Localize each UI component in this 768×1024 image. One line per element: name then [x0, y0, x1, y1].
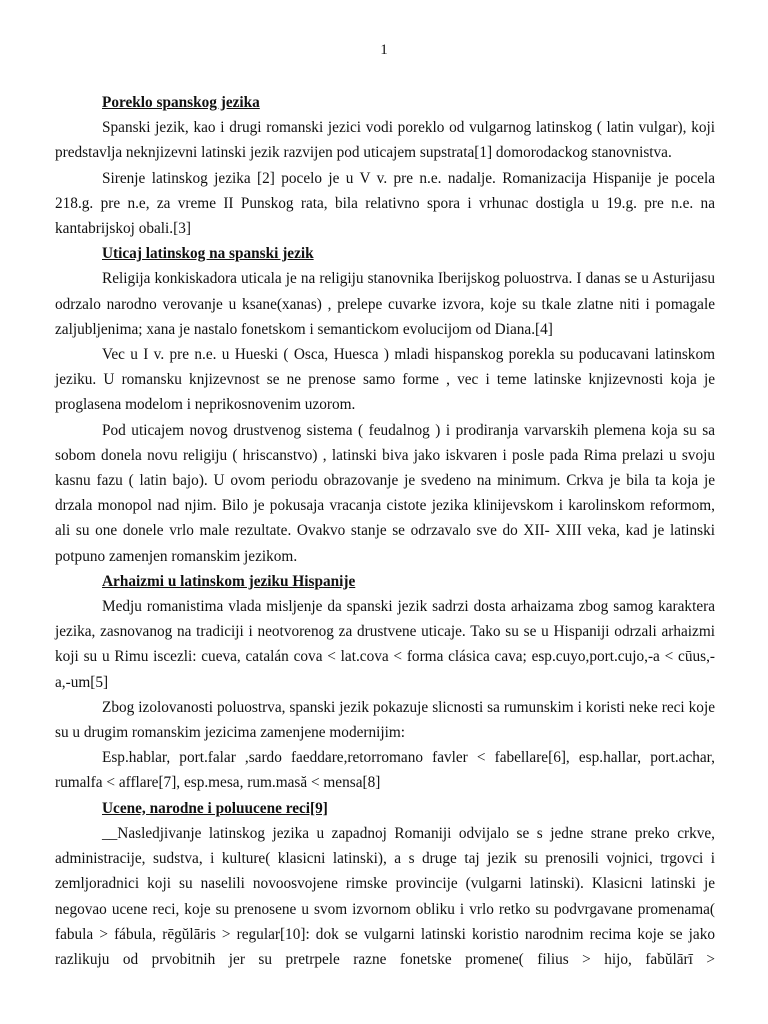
section-heading-latin-influence: Uticaj latinskog na spanski jezik: [102, 245, 314, 263]
section-heading-origin: Poreklo spanskog jezika: [102, 94, 260, 111]
paragraph: Esp.hablar, port.falar ,sardo faeddare,retorromano favler < fabellare[6], esp.hallar, port.achar, rumalfa < afflare[7], esp.mesa, rum.masă < mensa[8]: [55, 749, 715, 792]
paragraph: Zbog izolovanosti poluostrva, spanski jezik pokazuje slicnosti sa rumunskim i koristi neke reci koje su u drugim romanskim jezicima zamenjene modernijim:: [55, 698, 715, 742]
paragraph: Pod uticajem novog drustvenog sistema ( feudalnog ) i prodiranja varvarskih plemena koja su sa sobom donela novu religiju ( hriscanstvo) , latinski biva jako iskvaren i posle pada Rima prelazi u svoju kasnu fazu ( latin bajo). U ovom periodu obrazovanje je svedeno na minimum. Crkva je bila ta koja je drzala monopol nad njim. Bilo je pokusaja vracanja cistote jezika klinijevskom i karolinskom reformom, ali su one donele vrlo male rezultate. Ovakvo stanje se odrzavalo sve do XII- XIII veka, kad je latinski potpuno zamenjen romanskim jezikom.: [55, 421, 715, 565]
paragraph: Religija konkiskadora uticala je na religiju stanovnika Iberijskog poluostrva. I danas se u Asturijasu odrzalo narodno verovanje u ksane(xanas) , prelepe cuvarke izvora, koje su tkale zlatne niti i pomagale zaljubljenima; xana je nastalo fonetskom i semantickom evolucijom od Diana.[4]: [55, 270, 715, 338]
section-heading-learned-words: Ucene, narodne i poluucene reci[9]: [102, 799, 328, 817]
paragraph: Sirenje latinskog jezika [2] pocelo je u V v. pre n.e. nadalje. Romanizacija Hispanije je pocela 218.g. pre n.e, za vreme II Punskog rata, bila relativno spora i vrhunac dostigla u 19.g. pre n.e. na kantabrijskoj obali.[3]: [55, 169, 715, 238]
paragraph: Spanski jezik, kao i drugi romanski jezici vodi poreklo od vulgarnog latinskog ( latin vulgar), koji predstavlja neknjizevni latinski jezik razvijen pod uticajem supstrata[1] domorodackog stanovnistva.: [55, 119, 715, 162]
paragraph: Medju romanistima vlada misljenje da spanski jezik sadrzi dosta arhaizama zbog samog karaktera jezika, zasnovanog na tradiciji i neotvorenog za drustvene uticaje. Tako su se u Hispaniji odrzali arhaizmi koji su u Rimu iscezli: cueva, catalán cova < lat.cova < forma clásica cava; esp.cuyo,port.cujo,-a < cūus,-a,-um[5]: [55, 598, 715, 691]
document-body: [55, 90, 715, 972]
paragraph: __Nasledjivanje latinskog jezika u zapadnoj Romaniji odvijalo se s jedne strane preko crkve, administracije, sudstva, i kulture( klasicni latinski), a s druge taj jezik su prenosili vojnici, trgovci i zemljoradnici koji su naselili novoosvojene rimske provincije (vulgarni latinski). Klasicni latinski je negovao ucene reci, koje su prenosene u svom izvornom obliku i vrlo retko su podvrgavane promenama( fabula > fábula, rēgŭlāris > regular[10]: dok se vulgarni latinski koristio narodnim recima koje se jako razlikuju od prvobitnih jer su pretrpele razne fonetske promene( filius > hijo, fabŭlārī >: [55, 824, 715, 968]
page-number: 1: [380, 42, 388, 58]
section-heading-archaisms: Arhaizmi u latinskom jeziku Hispanije: [102, 572, 356, 590]
paragraph: Vec u I v. pre n.e. u Hueski ( Osca, Huesca ) mladi hispanskog porekla su poducavani latinskom jeziku. U romansku knjizevnost se ne prenose samo forme , vec i teme latinske knjizevnosti koja je proglasena modelom i neprikosnovenim uzorom.: [55, 346, 715, 414]
